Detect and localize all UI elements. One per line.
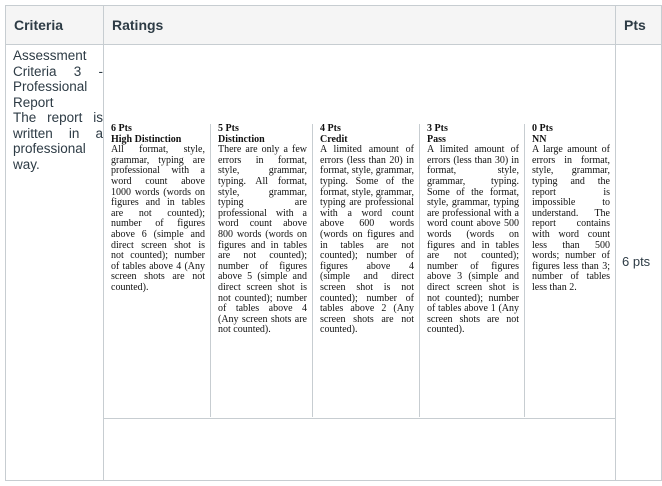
criterion-description-line: professional (13, 141, 86, 156)
rubric-table (5, 5, 662, 481)
criterion-description-line: Criteria 3 - (13, 63, 103, 79)
criterion-points: 6 pts (622, 254, 651, 269)
rating-description: There are only a few errors in format, style, grammar, typing. All format, style, grammar, typing are professional with a word count above 800 words (words on figures and in tables are not counted); number of figures above 5 (simple and direct screen shot is not counted); number of tables above 4 (Any screen shots are not counted). (218, 144, 307, 336)
ratings-column-header: Ratings (112, 17, 164, 33)
rating-credit (312, 124, 419, 417)
rating-description: A limited amount of errors (less than 30) in format, style, grammar, typing. Some of the format, style, grammar, typing are professional with a word count above 500 words (words on figures and in tables are not counted); number of figures above 3 (simple and direct screen shot is not counted); number of tables above 1 (Any screen shots are not counted). (427, 144, 519, 336)
rubric-header-row (6, 6, 661, 45)
rating-pass (419, 124, 524, 417)
criterion-description-line: Assessment (13, 48, 87, 63)
column-divider (615, 6, 616, 480)
rating-points: 5 Pts (218, 123, 239, 134)
rating-name: High Distinction (111, 133, 182, 145)
rating-nn (524, 124, 615, 417)
rating-high-distinction (104, 124, 210, 417)
rating-description: A limited amount of errors (less than 20) in format, style, grammar, typing. Some of the format, style, grammar, typing are professional with a word count above 600 words (words on figures and in tables are not counted); number of figures above 4 (simple and direct screen shot is not counted); number of tables above 2 (Any screen shots are not counted). (320, 144, 414, 336)
ratings-box (104, 45, 615, 419)
rating-description: All format, style, grammar, typing are professional with a word count above 1000 words (words on figures and in tables are not counted); number of figures above 6 (simple and direct screen shot is not counted); number of tables above 4 (Any screen shots are not counted). (111, 144, 205, 293)
criterion-description-line: Report (13, 94, 54, 110)
criterion-description-line: written in a (13, 125, 103, 141)
pts-column-header: Pts (624, 17, 646, 33)
rating-points: 0 Pts (532, 123, 553, 134)
rating-name: Credit (320, 133, 348, 145)
rating-name: Distinction (218, 133, 265, 145)
criterion-description-line: way. (13, 156, 40, 172)
criterion-description-line: Professional (13, 79, 88, 94)
rating-points: 4 Pts (320, 123, 341, 134)
criterion-description (13, 48, 103, 172)
rating-name: Pass (427, 133, 446, 145)
rating-points: 6 Pts (111, 123, 132, 134)
rating-distinction (210, 124, 312, 417)
rating-name: NN (532, 133, 547, 145)
criteria-column-header: Criteria (14, 17, 64, 33)
rating-description: A large amount of errors in format, style, grammar, typing and the report is impossible to understand. The report contains with word count less than 500 words; number of figures less than 3; number of tables less than 2. (532, 144, 610, 293)
ratings-cell (104, 45, 615, 481)
criterion-description-line: The report is (13, 110, 103, 125)
rating-points: 3 Pts (427, 123, 448, 134)
